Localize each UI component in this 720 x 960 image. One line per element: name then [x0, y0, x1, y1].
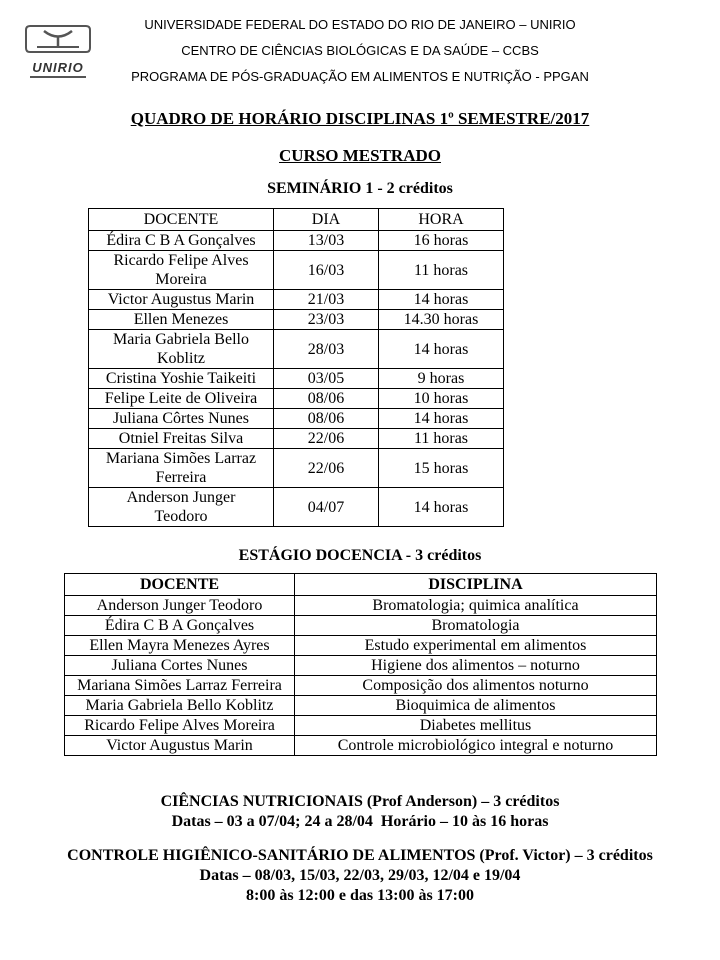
unirio-emblem-icon: [24, 24, 92, 54]
ciencias-nutricionais-block: [64, 792, 656, 832]
table-cell: Cristina Yoshie Taikeiti: [89, 369, 274, 389]
table-row: [65, 736, 657, 756]
document-header: [0, 0, 720, 85]
table-row: [65, 716, 657, 736]
table-cell: 14.30 horas: [379, 310, 504, 330]
table-row: [89, 488, 504, 527]
table-cell: 08/06: [274, 389, 379, 409]
table-cell: Maria Gabriela Bello Koblitz: [89, 330, 274, 369]
table-cell: Édira C B A Gonçalves: [65, 616, 295, 636]
table-header-row: [89, 209, 504, 231]
table-cell: Composição dos alimentos noturno: [295, 676, 657, 696]
table-row: [89, 409, 504, 429]
table-cell: Controle microbiológico integral e noturno: [295, 736, 657, 756]
table-cell: Diabetes mellitus: [295, 716, 657, 736]
table-cell: Mariana Simões Larraz Ferreira: [89, 449, 274, 488]
table-cell: 13/03: [274, 231, 379, 251]
ciencias-datas: Datas – 03 a 07/04; 24 a 28/04 Horário – 10 às 16 horas: [171, 813, 549, 830]
table-row: [89, 389, 504, 409]
seminario-table: [88, 208, 504, 527]
table-cell: Higiene dos alimentos – noturno: [295, 656, 657, 676]
table-header-row: [65, 574, 657, 596]
table-row: [89, 290, 504, 310]
column-header: DOCENTE: [89, 209, 274, 231]
table-cell: Édira C B A Gonçalves: [89, 231, 274, 251]
table-cell: Ricardo Felipe Alves Moreira: [65, 716, 295, 736]
table-cell: 14 horas: [379, 488, 504, 527]
table-cell: 16 horas: [379, 231, 504, 251]
estagio-table: [64, 573, 657, 756]
table-cell: Juliana Cortes Nunes: [65, 656, 295, 676]
table-cell: 15 horas: [379, 449, 504, 488]
table-cell: 16/03: [274, 251, 379, 290]
table-row: [65, 596, 657, 616]
controle-title: CONTROLE HIGIÊNICO-SANITÁRIO DE ALIMENTOS (Prof. Victor) – 3 créditos: [67, 847, 653, 864]
table-cell: 11 horas: [379, 429, 504, 449]
table-row: [65, 676, 657, 696]
header-line-program: PROGRAMA DE PÓS-GRADUAÇÃO EM ALIMENTOS E NUTRIÇÃO - PPGAN: [131, 69, 589, 84]
estagio-table-body: [65, 596, 657, 756]
header-line-center: CENTRO DE CIÊNCIAS BIOLÓGICAS E DA SAÚDE – CCBS: [181, 43, 539, 58]
table-cell: Bromatologia; quimica analítica: [295, 596, 657, 616]
table-cell: Juliana Côrtes Nunes: [89, 409, 274, 429]
estagio-section-title: ESTÁGIO DOCENCIA - 3 créditos: [238, 547, 482, 564]
seminario-section-title: SEMINÁRIO 1 - 2 créditos: [267, 180, 453, 197]
table-cell: 21/03: [274, 290, 379, 310]
table-cell: Felipe Leite de Oliveira: [89, 389, 274, 409]
table-cell: 22/06: [274, 429, 379, 449]
table-cell: 10 horas: [379, 389, 504, 409]
unirio-logo-text: UNIRIO: [30, 60, 86, 78]
column-header: DIA: [274, 209, 379, 231]
table-cell: 08/06: [274, 409, 379, 429]
table-cell: Bromatologia: [295, 616, 657, 636]
seminario-table-body: [89, 231, 504, 527]
table-cell: Bioquimica de alimentos: [295, 696, 657, 716]
table-cell: Ellen Menezes: [89, 310, 274, 330]
table-cell: Ellen Mayra Menezes Ayres: [65, 636, 295, 656]
table-cell: 11 horas: [379, 251, 504, 290]
table-cell: 22/06: [274, 449, 379, 488]
table-row: [89, 369, 504, 389]
table-row: [89, 449, 504, 488]
table-cell: Maria Gabriela Bello Koblitz: [65, 696, 295, 716]
table-cell: 28/03: [274, 330, 379, 369]
table-row: [65, 696, 657, 716]
table-row: [65, 616, 657, 636]
table-cell: Otniel Freitas Silva: [89, 429, 274, 449]
table-cell: Victor Augustus Marin: [65, 736, 295, 756]
controle-higienico-block: [64, 846, 656, 906]
unirio-logo: [22, 24, 94, 78]
table-cell: 14 horas: [379, 409, 504, 429]
table-cell: 23/03: [274, 310, 379, 330]
column-header: DOCENTE: [65, 574, 295, 596]
table-row: [65, 656, 657, 676]
table-cell: 04/07: [274, 488, 379, 527]
controle-horario: 8:00 às 12:00 e das 13:00 às 17:00: [246, 887, 474, 904]
column-header: HORA: [379, 209, 504, 231]
table-cell: Anderson Junger Teodoro: [65, 596, 295, 616]
table-row: [89, 429, 504, 449]
table-row: [89, 310, 504, 330]
table-row: [65, 636, 657, 656]
ciencias-title: CIÊNCIAS NUTRICIONAIS (Prof Anderson) – 3 créditos: [160, 793, 560, 810]
table-cell: Victor Augustus Marin: [89, 290, 274, 310]
header-line-university: UNIVERSIDADE FEDERAL DO ESTADO DO RIO DE JANEIRO – UNIRIO: [144, 17, 576, 32]
table-row: [89, 330, 504, 369]
column-header: DISCIPLINA: [295, 574, 657, 596]
table-cell: Anderson Junger Teodoro: [89, 488, 274, 527]
document-title: QUADRO DE HORÁRIO DISCIPLINAS 1º SEMESTRE/2017: [130, 109, 590, 128]
table-cell: 03/05: [274, 369, 379, 389]
table-cell: 9 horas: [379, 369, 504, 389]
controle-datas: Datas – 08/03, 15/03, 22/03, 29/03, 12/04 e 19/04: [199, 867, 521, 884]
table-cell: Estudo experimental em alimentos: [295, 636, 657, 656]
course-subtitle: CURSO MESTRADO: [279, 146, 441, 165]
table-row: [89, 251, 504, 290]
table-cell: 14 horas: [379, 290, 504, 310]
table-cell: Ricardo Felipe Alves Moreira: [89, 251, 274, 290]
table-row: [89, 231, 504, 251]
table-cell: 14 horas: [379, 330, 504, 369]
table-cell: Mariana Simões Larraz Ferreira: [65, 676, 295, 696]
